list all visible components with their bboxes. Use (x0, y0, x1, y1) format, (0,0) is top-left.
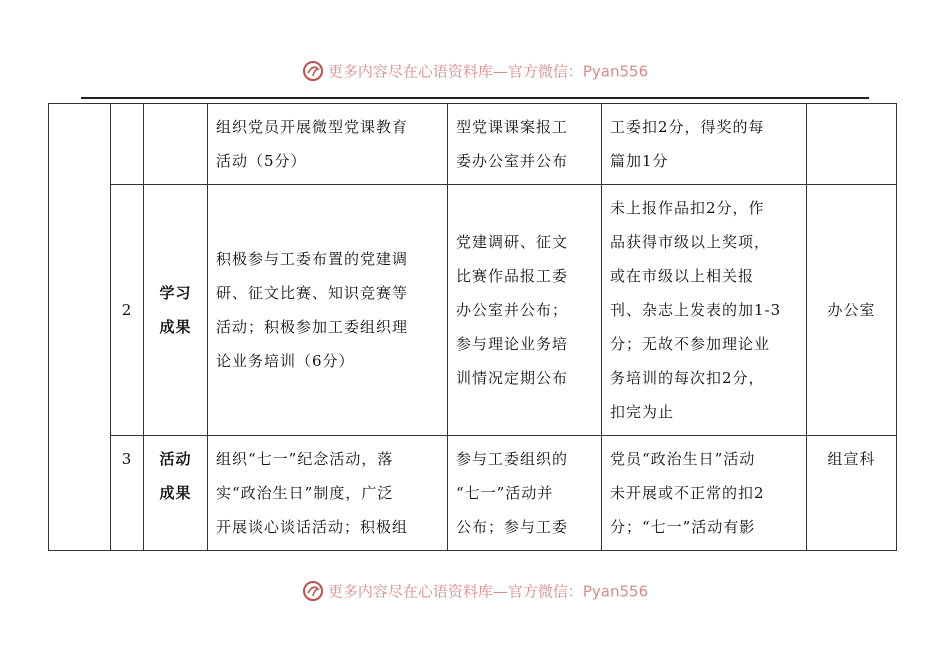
logo-icon (302, 60, 324, 82)
content-cell: 组织党员开展微型党课教育 活动（5分） (208, 104, 448, 185)
header-rule (81, 97, 869, 99)
dept-cell: 组宣科 (807, 436, 897, 551)
category-cell (49, 104, 111, 551)
dept-cell (807, 104, 897, 185)
banner-text: 更多内容尽在心语资料库—官方微信：Pyan556 (327, 582, 649, 601)
content-cell: 积极参与工委布置的党建调 研、征文比赛、知识竞赛等 活动；积极参加工委组织理 论业务培训（6分） (208, 185, 448, 436)
banner-text: 更多内容尽在心语资料库—官方微信：Pyan556 (327, 62, 649, 81)
criteria-cell: 工委扣2分，得奖的每 篇加1分 (602, 104, 807, 185)
item-cell: 学习 成果 (144, 185, 208, 436)
watermark-banner-top (0, 60, 950, 82)
logo-icon (302, 580, 324, 602)
criteria-cell: 未上报作品扣2分，作 品获得市级以上奖项， 或在市级以上相关报 刊、杂志上发表的加1-3 分；无故不参加理论业 务培训的每次扣2分， 扣完为止 (602, 185, 807, 436)
criteria-cell: 党员“政治生日”活动 未开展或不正常的扣2 分；“七一”活动有影 (602, 436, 807, 551)
table-row (49, 104, 897, 185)
dept-cell: 办公室 (807, 185, 897, 436)
row-number-cell (111, 104, 144, 185)
table-row (49, 436, 897, 551)
row-number-cell: 2 (111, 185, 144, 436)
watermark-banner-bottom (0, 580, 950, 602)
row-number-cell: 3 (111, 436, 144, 551)
method-cell: 参与工委组织的 “七一”活动并 公布；参与工委 (448, 436, 602, 551)
item-cell (144, 104, 208, 185)
method-cell: 型党课课案报工 委办公室并公布 (448, 104, 602, 185)
evaluation-table (48, 103, 897, 551)
method-cell: 党建调研、征文 比赛作品报工委 办公室并公布； 参与理论业务培 训情况定期公布 (448, 185, 602, 436)
item-cell: 活动 成果 (144, 436, 208, 551)
table-row (49, 185, 897, 436)
content-cell: 组织“七一”纪念活动，落 实“政治生日”制度，广泛 开展谈心谈话活动；积极组 (208, 436, 448, 551)
